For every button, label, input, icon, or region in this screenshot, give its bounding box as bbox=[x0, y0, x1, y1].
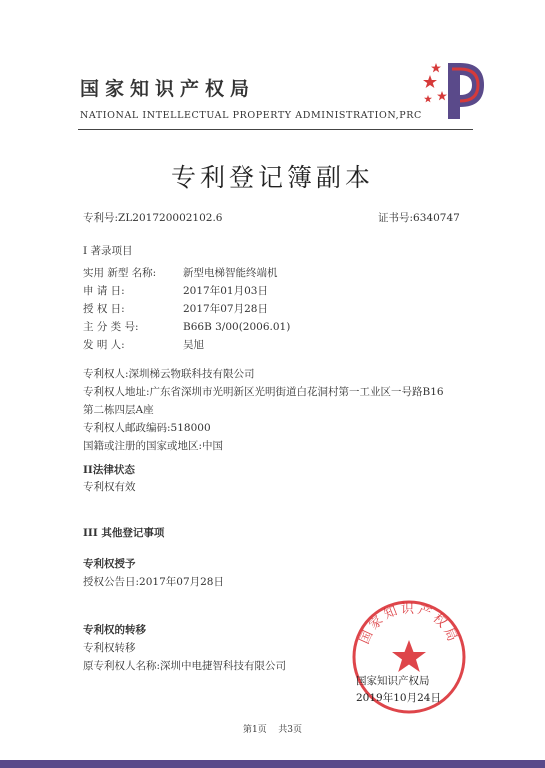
star-icon bbox=[437, 91, 447, 100]
svg-text:国家知识产权局 bbox=[357, 602, 460, 647]
holder-postcode: 专利权人邮政编码:518000 bbox=[83, 422, 211, 434]
bib-value: B66B 3/00(2006.01) bbox=[183, 321, 291, 333]
bib-row bbox=[83, 337, 204, 352]
patent-number: 专利号:ZL201720002102.6 bbox=[83, 212, 223, 224]
document-title: 专利登记簿副本 bbox=[170, 163, 374, 192]
bib-value: 2017年07月28日 bbox=[183, 303, 268, 315]
transfer-label: 专利权转移 bbox=[83, 642, 136, 654]
grant-date: 授权公告日:2017年07月28日 bbox=[83, 576, 224, 588]
bib-row bbox=[83, 301, 268, 316]
cnipa-logo-icon bbox=[420, 55, 490, 121]
bib-row bbox=[83, 283, 268, 298]
bib-value: 吴旭 bbox=[183, 339, 204, 351]
org-name-cn: 国家知识产权局 bbox=[80, 78, 256, 100]
seal-org: 国家知识产权局 bbox=[356, 675, 430, 687]
section-2-heading: II法律状态 bbox=[83, 464, 135, 476]
grant-heading: 专利权授予 bbox=[83, 558, 136, 570]
bib-label: 主 分 类 号: bbox=[83, 321, 139, 333]
page-footer bbox=[0, 722, 545, 735]
former-holder: 原专利权人名称:深圳中电捷智科技有限公司 bbox=[83, 660, 287, 672]
page-number: 第1页 bbox=[243, 725, 267, 735]
page-total: 共3页 bbox=[278, 725, 302, 735]
seal-star-icon bbox=[392, 640, 426, 672]
holder-country: 国籍或注册的国家或地区:中国 bbox=[83, 440, 224, 452]
section-3-heading: III 其他登记事项 bbox=[83, 527, 165, 539]
bottom-color-bar bbox=[0, 760, 545, 768]
holder-address-line-2: 第二栋四层A座 bbox=[83, 404, 154, 416]
bib-label: 发 明 人: bbox=[83, 339, 125, 351]
bib-value: 2017年01月03日 bbox=[183, 285, 268, 297]
header-divider bbox=[78, 129, 473, 130]
star-icon bbox=[423, 75, 437, 88]
patent-holder: 专利权人:深圳梯云物联科技有限公司 bbox=[83, 368, 255, 380]
bib-value: 新型电梯智能终端机 bbox=[183, 267, 278, 279]
bib-row bbox=[83, 265, 278, 280]
holder-address-line-1: 专利权人地址:广东省深圳市光明新区光明街道白花洞村第一工业区一号路B16 bbox=[83, 386, 444, 398]
seal-ring-text: 国家知识产权局 bbox=[357, 601, 461, 647]
seal-date: 2019年10月24日 bbox=[356, 692, 441, 704]
bib-label: 授 权 日: bbox=[83, 303, 125, 315]
bib-label: 申 请 日: bbox=[83, 285, 125, 297]
bib-row bbox=[83, 319, 290, 334]
org-name-en: NATIONAL INTELLECTUAL PROPERTY ADMINISTRATION,PRC bbox=[80, 110, 422, 121]
star-icon bbox=[424, 95, 432, 102]
star-icon bbox=[431, 63, 441, 72]
bib-label: 实用 新型 名称: bbox=[83, 267, 157, 279]
transfer-heading: 专利权的转移 bbox=[83, 624, 146, 636]
certificate-number: 证书号:6340747 bbox=[378, 212, 460, 224]
legal-status: 专利权有效 bbox=[83, 481, 136, 493]
section-1-heading: I 著录项目 bbox=[83, 245, 133, 257]
